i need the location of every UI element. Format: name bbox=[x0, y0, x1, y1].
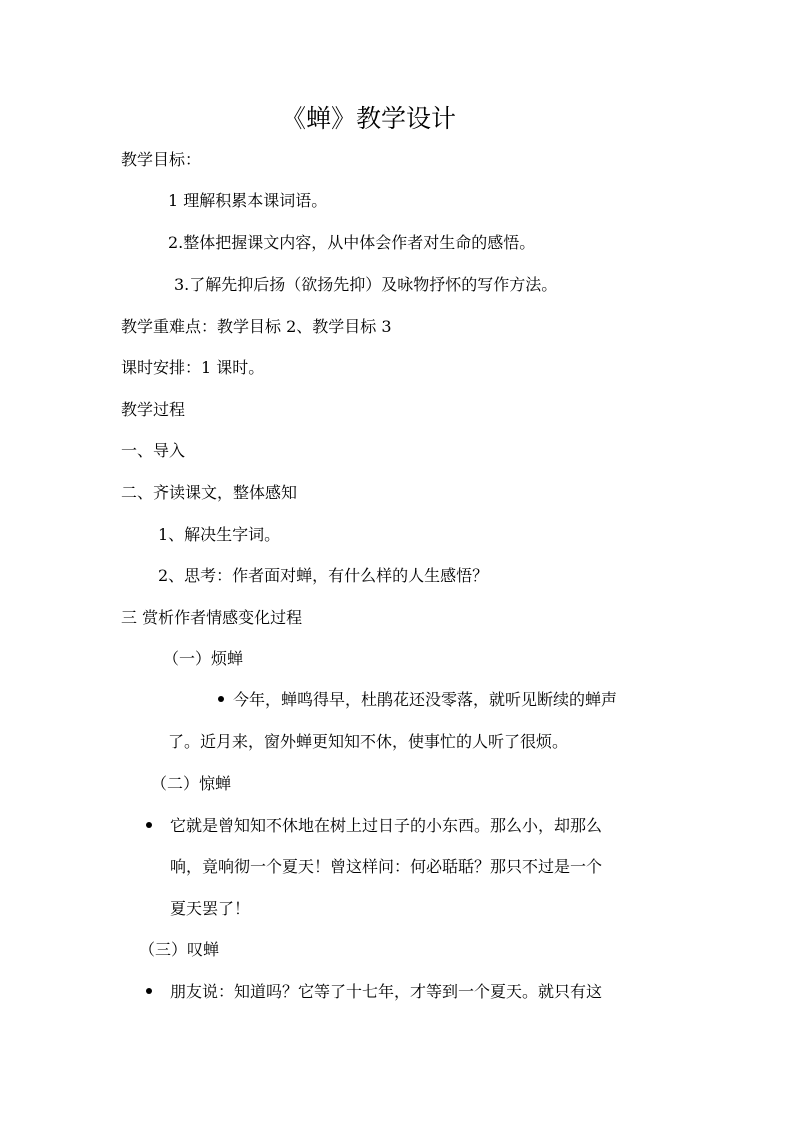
section-item: 2、思考：作者面对蝉，有什么样的人生感悟？ bbox=[158, 566, 489, 585]
document-title: 《蝉》教学设计 bbox=[281, 104, 457, 133]
quote-line: 响，竟响彻一个夏天！曾这样问：何必聒聒？那只不过是一个 bbox=[170, 857, 603, 876]
section-heading: 一、导入 bbox=[121, 441, 186, 460]
section-heading: 二、齐读课文，整体感知 bbox=[121, 483, 298, 502]
objectives-heading: 教学目标： bbox=[121, 150, 202, 169]
quote-line: 今年，蝉鸣得早，杜鹃花还没零落，就听见断续的蝉声 bbox=[233, 690, 618, 709]
quote-line: 它就是曾知知不休地在树上过日子的小东西。那么小，却那么 bbox=[170, 816, 603, 835]
quote-line: 夏天罢了！ bbox=[170, 899, 251, 918]
schedule: 课时安排：1 课时。 bbox=[121, 358, 265, 377]
objective-item: 2.整体把握课文内容，从中体会作者对生命的感悟。 bbox=[168, 233, 536, 252]
bullet-icon bbox=[146, 822, 152, 828]
section-item: 1、解决生字词。 bbox=[158, 525, 281, 544]
bullet-icon bbox=[218, 696, 224, 702]
subsection-heading: （二）惊蝉 bbox=[151, 774, 232, 793]
process-heading: 教学过程 bbox=[121, 400, 186, 419]
subsection-heading: （三）叹蝉 bbox=[139, 940, 220, 959]
quote-line: 朋友说：知道吗？它等了十七年，才等到一个夏天。就只有这 bbox=[170, 982, 603, 1001]
objective-item: 3.了解先抑后扬（欲扬先抑）及咏物抒怀的写作方法。 bbox=[174, 275, 558, 294]
quote-line: 了。近月来，窗外蝉更知知不休，使事忙的人听了很烦。 bbox=[168, 732, 569, 751]
section-heading: 三 赏析作者情感变化过程 bbox=[121, 608, 303, 627]
key-points: 教学重难点：教学目标 2、教学目标 3 bbox=[121, 317, 392, 336]
objective-item: 1 理解积累本课词语。 bbox=[168, 191, 328, 210]
bullet-icon bbox=[146, 988, 152, 994]
subsection-heading: （一）烦蝉 bbox=[163, 649, 244, 668]
